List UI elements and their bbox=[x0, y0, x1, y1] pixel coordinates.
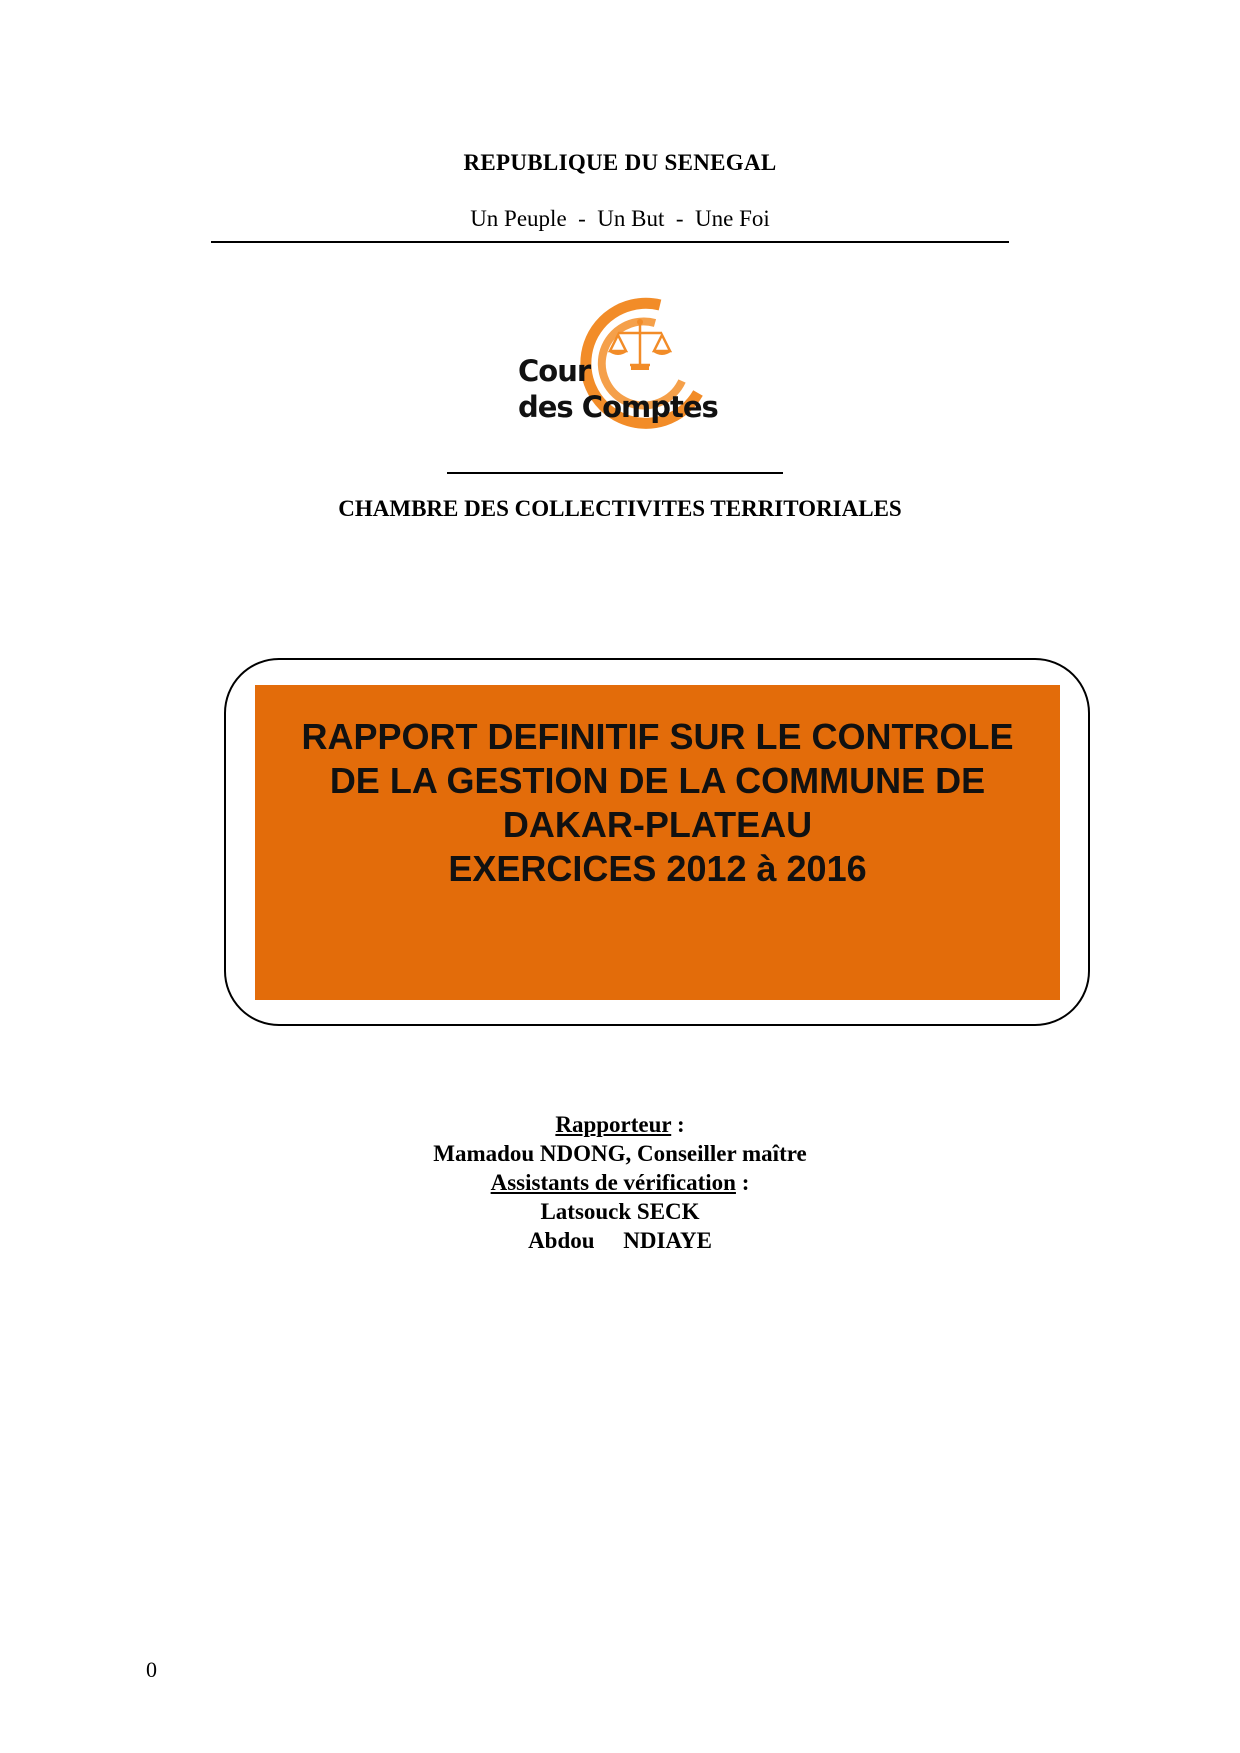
title-line: EXERCICES 2012 à 2016 bbox=[448, 848, 867, 889]
cour-des-comptes-logo bbox=[510, 293, 740, 433]
rapporteur-colon: : bbox=[671, 1112, 685, 1137]
report-credits bbox=[0, 1110, 1240, 1255]
chamber-heading: CHAMBRE DES COLLECTIVITES TERRITORIALES bbox=[338, 496, 902, 521]
national-motto: Un Peuple - Un But - Une Foi bbox=[470, 206, 770, 231]
assistants-colon: : bbox=[735, 1170, 750, 1195]
rapporteur-label-row bbox=[0, 1110, 1240, 1139]
title-banner bbox=[255, 685, 1060, 1000]
chamber-divider bbox=[447, 472, 783, 474]
logo-text-line1: Cour bbox=[518, 354, 591, 388]
assistants-label: Assistants de vérification bbox=[490, 1170, 736, 1195]
rapporteur-name: Mamadou NDONG, Conseiller maître bbox=[433, 1141, 807, 1166]
assistant-name: Latsouck SECK bbox=[540, 1199, 700, 1224]
header-divider bbox=[211, 241, 1009, 243]
title-line: DE LA GESTION DE LA COMMUNE DE bbox=[329, 760, 986, 801]
report-title bbox=[255, 715, 1060, 891]
logo-text-line2: des Comptes bbox=[518, 390, 718, 424]
assistants-label-row bbox=[0, 1168, 1240, 1197]
rapporteur-label: Rapporteur bbox=[555, 1112, 672, 1137]
title-line: RAPPORT DEFINITIF SUR LE CONTROLE bbox=[301, 716, 1014, 757]
republic-heading: REPUBLIQUE DU SENEGAL bbox=[463, 150, 777, 175]
assistant-name: Abdou NDIAYE bbox=[528, 1228, 712, 1253]
page-number: 0 bbox=[146, 1657, 157, 1682]
title-line: DAKAR-PLATEAU bbox=[502, 804, 813, 845]
